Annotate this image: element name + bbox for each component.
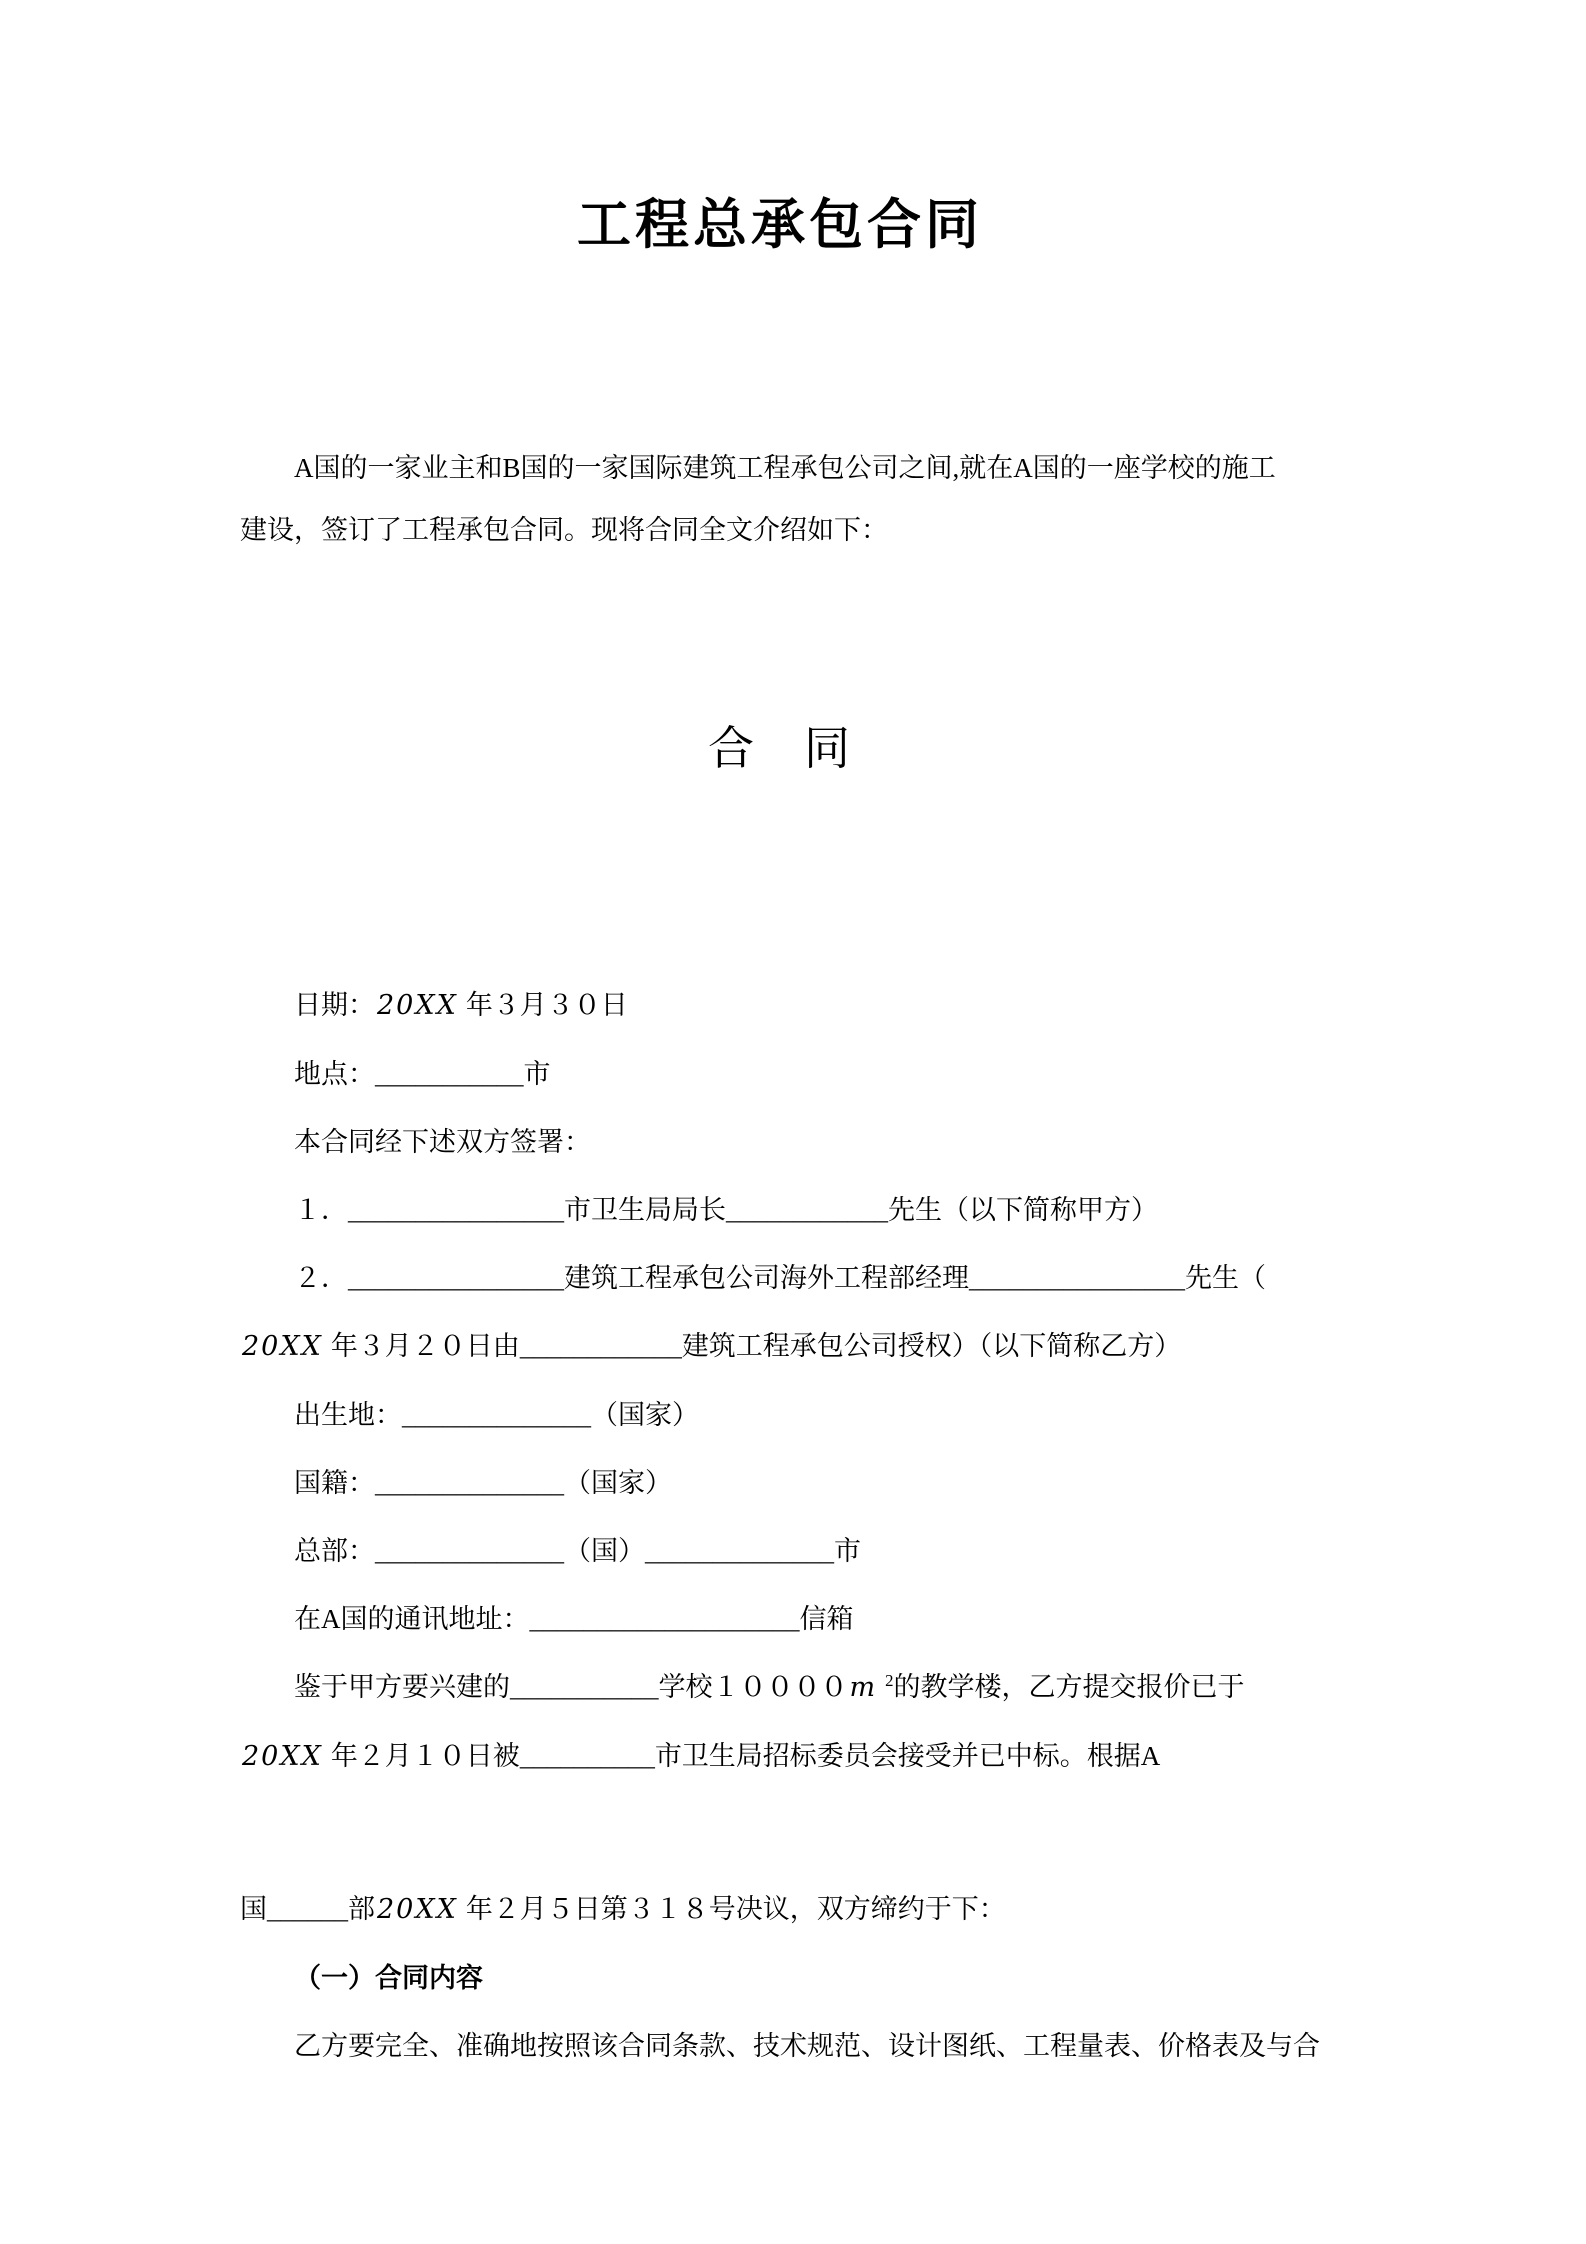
intro-paragraph [240,437,1320,561]
signers-intro-line [240,1108,1320,1176]
fill-in-blank: ____________ [726,1195,888,1225]
fill-in-blank: __________ [519,1741,655,1771]
section-one-heading-line [240,1944,1320,2012]
text-segment: 市 [834,1536,861,1566]
text-segment: 出生地： [294,1400,402,1430]
decree-line [240,1875,1320,1944]
section-one-body-line [240,2012,1320,2080]
text-segment: 在A国的通讯地址： [294,1604,530,1634]
text-segment: 建筑工程承包公司海外工程部经理 [564,1263,969,1293]
fill-in-blank: ________________ [348,1195,564,1225]
intro-line: A国的一家业主和B国的一家国际建筑工程承包公司之间,就在A国的一座学校的施工 [294,453,1276,483]
contract-document [240,0,1320,2080]
headquarters-line [240,1517,1320,1585]
mailing-address-line [240,1585,1320,1653]
party-b-continuation-line [240,1312,1320,1381]
fill-in-blank: ______________ [375,1536,564,1566]
text-segment: 鉴于甲方要兴建的 [294,1672,510,1702]
text-segment: 年３月２０日由 [330,1331,520,1361]
text-segment: 年２月１０日被 [330,1741,520,1771]
whereas-line [240,1653,1320,1722]
date-line [240,971,1320,1040]
party-a-line [240,1176,1320,1244]
fill-in-blank: ____________ [519,1331,682,1361]
text-segment: 先生（ [1185,1263,1266,1293]
text-segment: 信箱 [799,1604,854,1634]
text-segment: 国籍： [294,1468,375,1498]
contract-lines [240,971,1320,2080]
text-segment: （一）合同内容 [294,1963,483,1993]
fill-in-blank: ___________ [510,1672,659,1702]
text-segment: 市 [523,1059,551,1089]
text-segment: 建筑工程承包公司授权）（以下简称乙方） [681,1331,1182,1361]
handwritten-value: 20XX [377,990,458,1021]
handwritten-value: 20XX [242,1331,323,1362]
nationality-line [240,1449,1320,1517]
handwritten-value: m [849,1672,878,1703]
text-segment: 日期： [294,990,375,1020]
fill-in-blank: ___________ [375,1059,524,1089]
text-segment: 市卫生局招标委员会接受并已中标。根据A [654,1741,1161,1771]
text-segment: 总部： [294,1536,375,1566]
text-segment: 本合同经下述双方签署： [294,1127,591,1157]
fill-in-blank: ________________ [969,1263,1185,1293]
text-segment: （国家） [564,1468,672,1498]
fill-in-blank: ______________ [375,1468,564,1498]
handwritten-value: 20XX [377,1894,458,1925]
text-segment: 部 [348,1894,375,1924]
text-segment: 的教学楼，乙方提交报价已于 [893,1672,1245,1702]
birthplace-line [240,1381,1320,1449]
section-heading: 合 同 [708,723,852,774]
text-segment: 乙方要完全、准确地按照该合同条款、技术规范、设计图纸、工程量表、价格表及与合 [294,2031,1320,2061]
text-segment: 年２月５日第３１８号决议，双方缔约于下： [465,1894,1006,1924]
fill-in-blank: ______________ [402,1400,591,1430]
text-segment: 地点： [294,1059,375,1089]
document-title: 工程总承包合同 [577,195,983,255]
text-segment: 学校１００００ [658,1672,848,1702]
whereas-continuation-line [240,1722,1320,1791]
intro-line: 建设，签订了工程承包合同。现将合同全文介绍如下： [240,515,888,545]
fill-in-blank: ______________ [645,1536,834,1566]
text-segment: （国） [564,1536,645,1566]
text-segment: 年３月３０日 [465,990,628,1020]
text-segment: 市卫生局局长 [564,1195,726,1225]
fill-in-blank: ________________ [348,1263,564,1293]
place-line [240,1040,1320,1108]
handwritten-value: 20XX [242,1741,323,1772]
fill-in-blank: ______ [267,1894,348,1924]
superscript: 2 [885,1671,894,1690]
fill-in-blank: ____________________ [529,1604,800,1634]
party-b-line [240,1244,1320,1312]
text-segment: （国家） [591,1400,699,1430]
text-segment: １． [294,1195,348,1225]
text-segment: ２． [294,1263,348,1293]
text-segment: 国 [240,1894,267,1924]
text-segment: 先生（以下简称甲方） [888,1195,1158,1225]
